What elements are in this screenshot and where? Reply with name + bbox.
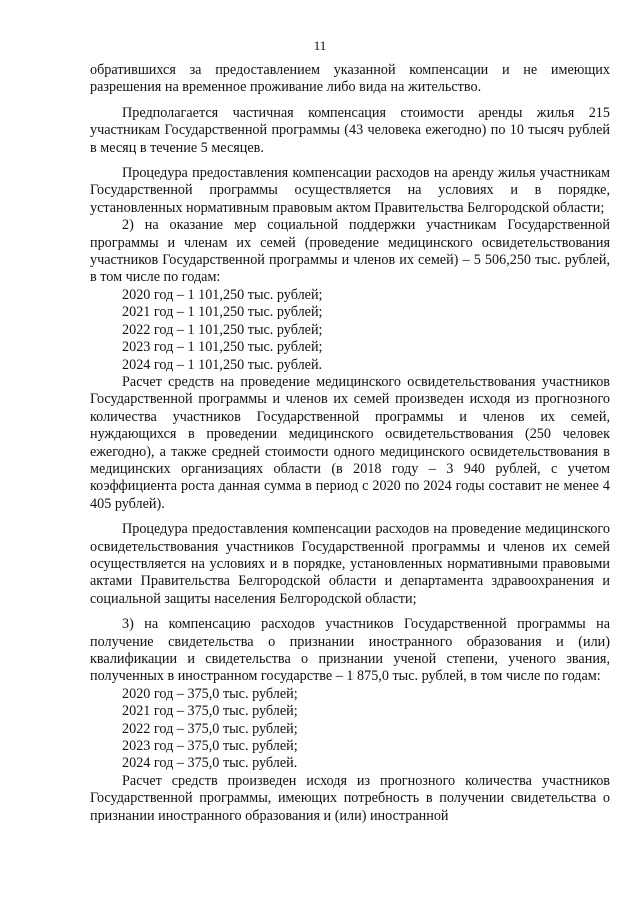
list-item-year-2021: 2021 год – 1 101,250 тыс. рублей;: [122, 304, 323, 321]
list-item-year-2022: 2022 год – 375,0 тыс. рублей;: [122, 720, 298, 737]
list-item-year-2021: 2021 год – 375,0 тыс. рублей;: [122, 703, 298, 720]
paragraph-rent-procedure: Процедура предоставления компенсации расходов на аренду жилья участникам Государственной программы осуществляется на условиях и в порядке, установленных нормативным правовым актом Правительства Белгородской области;: [90, 165, 610, 216]
document-body: [90, 62, 610, 825]
list-item-year-2020: 2020 год – 375,0 тыс. рублей;: [122, 685, 298, 702]
page-number: 11: [313, 38, 327, 53]
list-item-year-2024: 2024 год – 1 101,250 тыс. рублей.: [122, 356, 323, 373]
paragraph-continued: обратившихся за предоставлением указанной компенсации и не имеющих разрешения на временное проживание либо вида на жительство.: [90, 62, 610, 96]
paragraph-rent-compensation-estimate: Предполагается частичная компенсация стоимости аренды жилья 215 участникам Государственной программы (43 человека ежегодно) по 10 тысяч рублей в месяц в течение 5 месяцев.: [90, 104, 610, 156]
paragraph-item-2: 2) на оказание мер социальной поддержки участникам Государственной программы и членам их семей (проведение медицинского освидетельствования участников Государственной программы и членов их семей) – 5 506,250 тыс. рублей, в том числе по годам:: [90, 217, 610, 286]
paragraph-medical-procedure: Процедура предоставления компенсации расходов на проведение медицинского освидетельствования участников Государственной программы и членов их семей осуществляется на условиях и в порядке, установленных нормативными правовыми актами Правительства Белгородской области и департамента здравоохранения и социальной защиты населения Белгородской области;: [90, 521, 610, 607]
list-item-year-2023: 2023 год – 375,0 тыс. рублей;: [122, 738, 298, 755]
list-item-year-2022: 2022 год – 1 101,250 тыс. рублей;: [122, 321, 323, 338]
paragraph-medical-calculation: Расчет средств на проведение медицинского освидетельствования участников Государственной программы и членов их семей произведен исходя из прогнозного количества участников Государственной программы и членов их семей, нуждающихся в проведении медицинского освидетельствования (250 человек ежегодно), а также средней стоимости одного медицинского освидетельствования в медицинских организациях области (в 2018 году – 3 940 рублей, с учетом коэффициента роста данная сумма в период с 2020 по 2024 годы составит не менее 4 405 рублей).: [90, 373, 610, 512]
list-item-year-2020: 2020 год – 1 101,250 тыс. рублей;: [122, 286, 323, 303]
paragraph-item-3: 3) на компенсацию расходов участников Государственной программы на получение свидетельства о признании иностранного образования и (или) квалификации и свидетельства о признании ученой степени, ученого звания, полученных в иностранном государстве – 1 875,0 тыс. рублей, в том числе по годам:: [90, 616, 610, 685]
paragraph-education-calculation: Расчет средств произведен исходя из прогнозного количества участников Государственной программы, имеющих потребность в получении свидетельства о признании иностранного образования и (или) иностранной: [90, 772, 610, 824]
list-item-year-2023: 2023 год – 1 101,250 тыс. рублей;: [122, 339, 323, 356]
list-item-year-2024: 2024 год – 375,0 тыс. рублей.: [122, 755, 298, 772]
